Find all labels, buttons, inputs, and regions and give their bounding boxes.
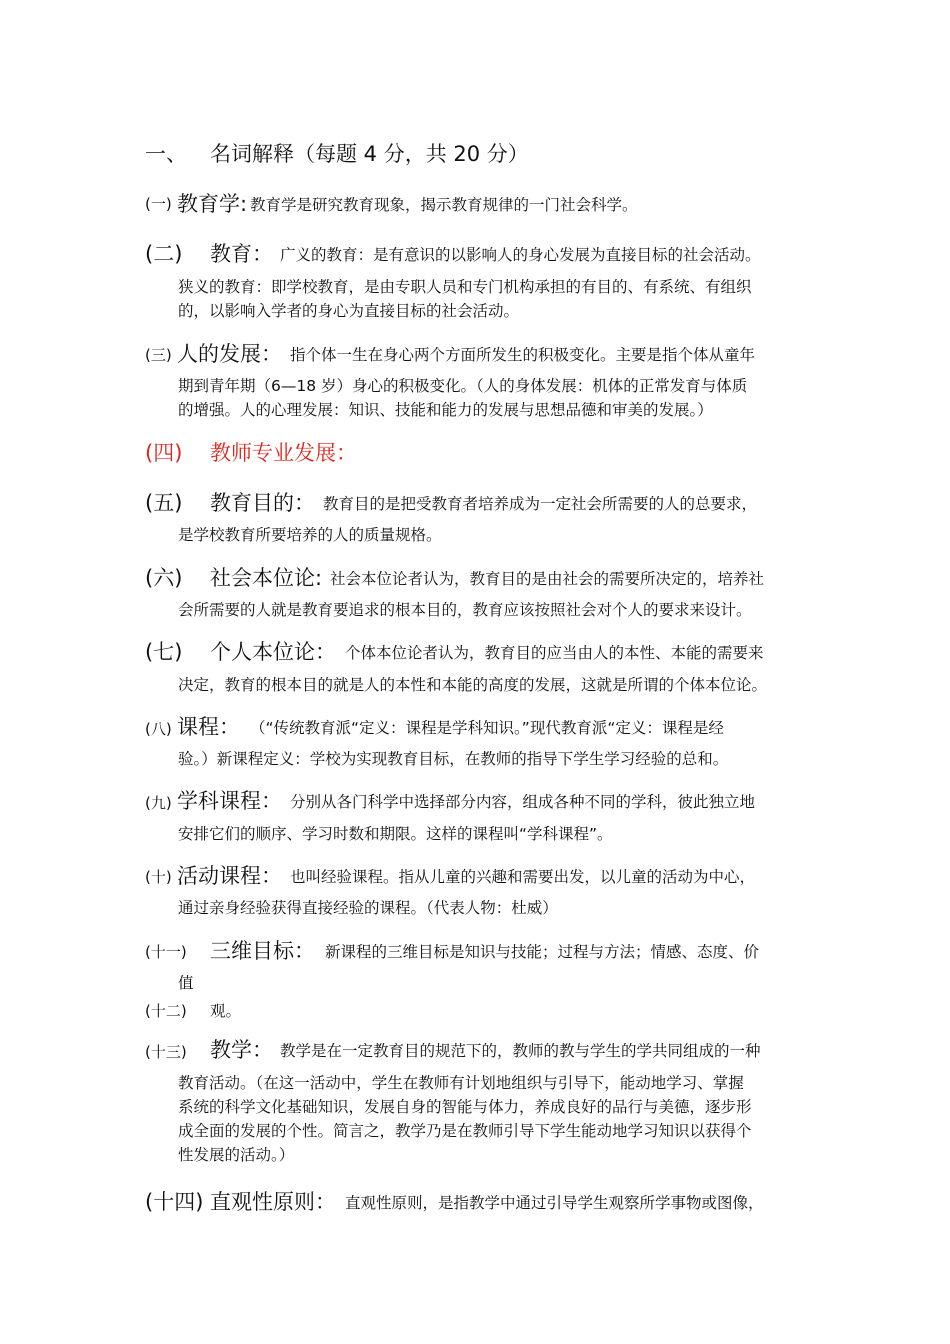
entry-definition: 新课程的三维目标是知识与技能；过程与方法；情感、态度、价 — [325, 943, 760, 961]
entry-term: 活动课程： — [177, 864, 282, 888]
entry-number: (十二) — [145, 1002, 187, 1020]
entry-term: 三维目标： — [210, 939, 315, 963]
entry-continuation — [178, 523, 442, 547]
text-line: 值 — [178, 974, 194, 992]
entry-term: 教学： — [210, 1038, 273, 1062]
entry-continuation — [178, 374, 747, 422]
entry-number: (九) — [145, 794, 172, 812]
entry-term: 学科课程： — [177, 789, 282, 813]
entry-term: 人的发展： — [177, 342, 282, 366]
entry-continuation — [178, 275, 752, 323]
entry-definition: 也叫经验课程。指从儿童的兴趣和需要出发，以儿童的活动为中心， — [290, 868, 756, 886]
text-line: 期到青年期（6—18 岁）身心的积极变化。（人的身体发展：机体的正常发育与体质 — [178, 377, 748, 395]
entry-term: 课程： — [177, 715, 240, 739]
entry-continuation — [178, 673, 767, 697]
entry-term: 直观性原则： — [210, 1190, 336, 1214]
text-line: 决定，教育的根本目的就是人的本性和本能的高度的发展，这就是所谓的个体本位论。 — [178, 676, 768, 694]
entry-continuation — [178, 822, 613, 846]
entry-continuation — [178, 598, 752, 622]
section-number: 一、 — [145, 142, 187, 166]
entry-definition: 直观性原则，是指教学中通过引导学生观察所学事物或图像， — [345, 1194, 764, 1212]
entry-number: (一) — [145, 195, 172, 213]
entry-continuation — [178, 1071, 752, 1167]
text-line: 教育活动。（在这一活动中，学生在教师有计划地组织与引导下，能动地学习、掌握 — [178, 1074, 744, 1092]
entry-term: 个人本位论： — [210, 640, 336, 664]
text-line: 成全面的发展的个性。简言之，教学乃是在教师引导下学生能动地学习知识以获得个 — [178, 1122, 752, 1140]
entry-number: (十) — [145, 868, 172, 886]
entry-term-highlighted: 教师专业发展： — [210, 441, 357, 465]
text-line: 是学校教育所要培养的人的质量规格。 — [178, 526, 442, 544]
entry-number: (六) — [145, 566, 183, 590]
text-line: 安排它们的顺序、学习时数和期限。这样的课程叫“学科课程”。 — [178, 825, 613, 843]
entry-term: 社会本位论: — [210, 566, 323, 590]
section-title: 名词解释（每题 4 分，共 20 分） — [210, 142, 529, 166]
text-line: 通过亲身经验获得直接经验的课程。（代表人物：杜威） — [178, 899, 558, 917]
entry-definition: 社会本位论者认为，教育目的是由社会的需要所决定的，培养社 — [330, 570, 765, 588]
entry-number: (五) — [145, 491, 183, 515]
entry-continuation — [178, 896, 558, 920]
entry-definition: 分别从各门科学中选择部分内容，组成各种不同的学科，彼此独立地 — [290, 793, 756, 811]
entry-definition: （“传统教育派“定义：课程是学科知识。”现代教育派“定义：课程是经 — [250, 719, 724, 737]
entry-number: (十一) — [145, 943, 187, 961]
entry-definition: 教育目的是把受教育者培养成为一定社会所需要的人的总要求， — [323, 495, 758, 513]
text-line: 系统的科学文化基础知识，发展自身的智能与体力，养成良好的品行与美德，逐步形 — [178, 1098, 752, 1116]
entry-term: 教育学: — [177, 192, 248, 216]
entry-number: (十四) — [145, 1190, 204, 1214]
entry-definition: 观。 — [210, 1002, 242, 1020]
entry-definition: 指个体一生在身心两个方面所发生的积极变化。主要是指个体从童年 — [290, 346, 756, 364]
entry-number: (七) — [145, 640, 183, 664]
text-line: 的，以影响入学者的身心为直接目标的社会活动。 — [178, 302, 520, 320]
entry-number: (八) — [145, 720, 172, 738]
text-line: 狭义的教育：即学校教育，是由专职人员和专门机构承担的有目的、有系统、有组织 — [178, 278, 752, 296]
text-line: 验。）新课程定义：学校为实现教育目标，在教师的指导下学生学习经验的总和。 — [178, 750, 729, 768]
entry-continuation — [178, 747, 728, 771]
entry-definition: 教学是在一定教育目的规范下的，教师的教与学生的学共同组成的一种 — [280, 1042, 761, 1060]
entry-number: (十三) — [145, 1043, 187, 1061]
entry-continuation — [178, 971, 194, 995]
entry-definition: 个体本位论者认为，教育目的应当由人的本性、本能的需要来 — [345, 644, 764, 662]
entry-number-highlighted: (四) — [145, 441, 183, 465]
entry-term: 教育： — [210, 242, 273, 266]
text-line: 的增强。人的心理发展：知识、技能和能力的发展与思想品德和审美的发展。） — [178, 401, 713, 419]
text-line: 会所需要的人就是教育要追求的根本目的，教育应该按照社会对个人的要求来设计。 — [178, 601, 752, 619]
entry-definition: 教育学是研究教育现象，揭示教育规律的一门社会科学。 — [250, 196, 638, 214]
entry-number: (二) — [145, 242, 183, 266]
entry-term: 教育目的： — [210, 491, 315, 515]
entry-definition: 广义的教育：是有意识的以影响人的身心发展为直接目标的社会活动。 — [280, 246, 761, 264]
text-line: 性发展的活动。） — [178, 1146, 295, 1164]
entry-number: (三) — [145, 346, 172, 364]
